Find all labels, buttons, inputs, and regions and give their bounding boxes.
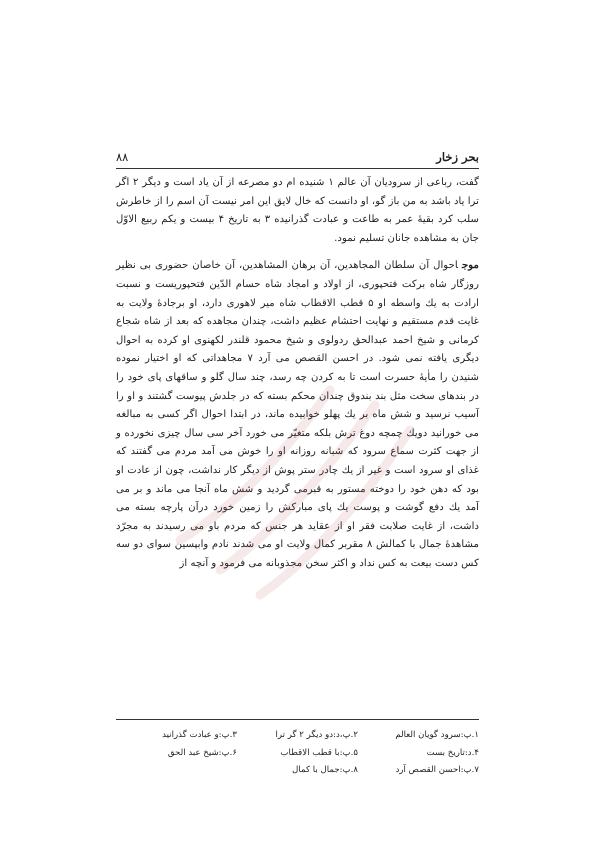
paragraph	[116, 256, 479, 573]
footnotes	[116, 727, 479, 780]
footnote-row	[116, 745, 479, 763]
footnote: ۵.پ:با قطب الاقطاب	[280, 747, 358, 758]
footnote-row	[116, 762, 479, 780]
footnote: ۷.پ:احسن القصص آرد	[395, 765, 479, 775]
page-header	[116, 148, 479, 168]
footnote: ۴.د:تاریخ بست	[426, 747, 479, 758]
footnote-row	[116, 727, 479, 745]
footnote: ۸.پ:جمال با کمال	[292, 765, 358, 775]
body-text	[116, 174, 479, 573]
page-number: ۸۸	[116, 150, 129, 164]
paragraph-lead: موج	[461, 259, 479, 272]
footnote: ۲.پ،د:دو دیگر ۲ گر ترا	[275, 730, 358, 740]
footnote: ۶.پ:شیخ عبد الحق	[167, 747, 237, 758]
running-title: بحر زخار	[436, 150, 479, 164]
footnote	[116, 762, 237, 780]
paragraph-text: احوال آن سلطان المجاهدین، آن برهان المشاهدین، آن خاصان حضوری بی نظیر روزگار شاه برکت فتحپوری، از اولاد و امجاد شاه حسام الدّین فتحپوریست و نسبت ارادت به یك واسطه او ۵ قطب الاقطاب شاه میر لاهوری دارد، او برجادهٔ ولایت به غایت قدم مستقیم و نهایت احتشام عظیم داشت، چندان مجاهده که بعد از شاه شجاع کرمانی و شیخ احمد عبدالحق ردولوی و شیخ محمود قلندر لکهنوی او کرده به احوال دیگری یافته نمی شود. در احسن القصص می آرد ۷ مجاهداتی که او اختیار نموده شنیدن را ماٰیهٔ حسرت است تا به کردن چه رسد، چند سال گلو و ساقهای پای خود را در بندهای سخت مثل بند بندوق چندان محکم بسته که در جلدش پیوست گشتند و او را آسیب نرسید و شش ماه بر یك پهلو خوابیده ماند، در ابتدا احوال اگر کسی به مبالغه می خورانید دویك چمچه دوغ ترش بلکه متغیّر می خورد آخر سی سال چیزی نخورده و از جهت کثرت سماع سرود که شبانه روزانه او را خوش می آمد مردم می گفتند که غذای او سرود است و غیر از یك چادر ستر پوش از دیگر کار نداشت، چون از عادت او بود که دهن خود را دوخته مستور به قبرمی گردید و شش ماه آنجا می ماند و بر می آمد یك دفع گوشت و پوست یك پای مبارکش را زمین خورد درآن پارچه بسته می داشت، از غایت صلابت فقر او از عقاید هر جنس که مردم باو می رسیدند به مجرّد مشاهدهٔ جمال با کمالش ۸ مقربر کمال ولایت او می شدند نادم وابپسین سوای دو سه کس دست بیعت به کس نداد و اکثر سخن مجذوبانه می فرمود و آنچه از	[116, 260, 479, 569]
footnote: ۱.پ:سرود گویان العالم	[395, 730, 479, 740]
paragraph: گفت، رباعی از سرودیان آن عالم ۱ شنیده ام دو مصرعه از آن یاد است و دیگر ۲ اگر ترا یاد باشد به من باز گو، او دانست که خال لایق این امر نیست آن اسم را از خاطرش سلب کرد بقیهٔ عمر به طاعت و عبادت گذرانیده ۳ به تاریخ ۴ بیست و یکم ربیع الاوّل جان به مشاهده جانان تسلیم نمود.	[116, 177, 480, 244]
header-rule	[116, 168, 479, 169]
footnote: ۳.پ:و عبادت گذرانید	[162, 730, 237, 740]
footnote-rule	[116, 719, 479, 720]
